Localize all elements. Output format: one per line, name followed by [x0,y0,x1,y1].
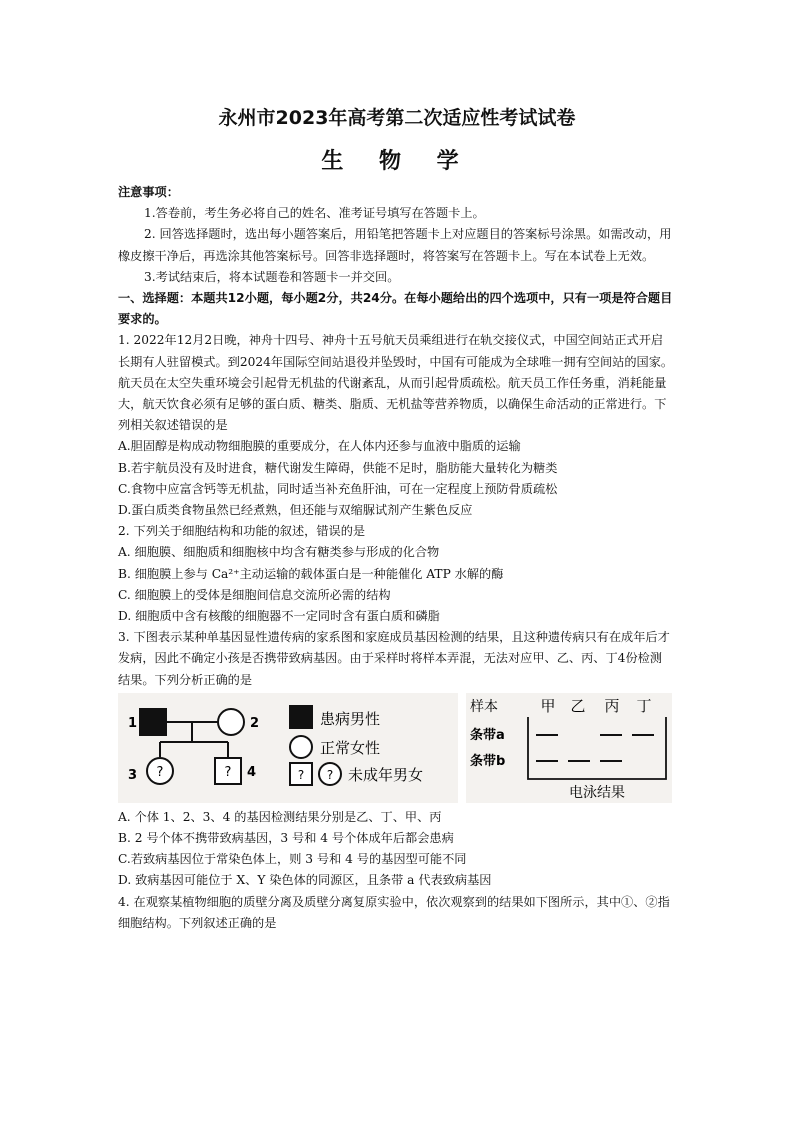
question-1-option-c: C.食物中应富含钙等无机盐，同时适当补充鱼肝油，可在一定程度上预防骨质疏松 [118,481,558,496]
question-4-stem: 4. 在观察某植物细胞的质壁分离及质壁分离复原实验中，依次观察到的结果如下图所示，其中①、②指细胞结构。下列叙述正确的是 [118,894,670,930]
pedigree-label-1: 1 [128,715,138,731]
legend-normal-female-icon [290,736,312,758]
legend-normal-female-label: 正常女性 [320,738,381,757]
pedigree-label-2: 2 [250,715,260,731]
gel-header-ding: 丁 [636,696,652,715]
legend-minor-label: 未成年男女 [348,765,424,784]
notice-item-3: 3.考试结束后，将本试题卷和答题卡一并交回。 [144,269,400,284]
gel-row-b: 条带b [470,753,506,769]
affected-male-symbol [140,709,166,735]
legend-affected-male-label: 患病男性 [320,709,381,728]
gel-header-sample: 样本 [470,698,498,715]
legend-affected-male-icon [290,706,312,728]
question-2-option-b: B. 细胞膜上参与 Ca²⁺主动运输的载体蛋白是一种能催化 ATP 水解的酶 [118,566,504,581]
question-1-option-b: B.若宇航员没有及时进食，糖代谢发生障碍，供能不足时，脂肪能大量转化为糖类 [118,460,558,475]
legend-minor-female-mark: ? [326,767,334,782]
gel-header-yi: 乙 [570,696,586,715]
question-3-figure [118,693,674,805]
question-2-option-d: D. 细胞质中含有核酸的细胞器不一定同时含有蛋白质和磷脂 [118,609,440,624]
gel-header-bing: 丙 [604,696,620,715]
question-3-option-c: C.若致病基因位于常染色体上，则 3 号和 4 号的基因型可能不同 [118,852,467,867]
gel-header-jia: 甲 [540,696,556,715]
gel-caption: 电泳结果 [569,784,625,801]
question-3-option-d: D. 致病基因可能位于 X、Y 染色体的同源区，且条带 a 代表致病基因 [118,873,492,888]
gel-row-a: 条带a [470,727,505,743]
legend-minor-male-mark: ? [297,767,305,782]
normal-female-symbol [218,709,244,735]
pedigree-diagram [118,693,458,803]
question-3-stem: 3. 下图表示某种单基因显性遗传病的家系图和家庭成员基因检测的结果，且这种遗传病只有在成年后才发病，因此不确定小孩是否携带致病基因。由于采样时将样本弄混，无法对应甲、乙、丙、丁4份检测结果。下列分析正确的是 [118,630,670,687]
question-1-option-a: A.胆固醇是构成动物细胞膜的重要成分，在人体内还参与血液中脂质的运输 [118,439,521,454]
notice-item-1: 1.答卷前，考生务必将自己的姓名、准考证号填写在答题卡上。 [144,206,485,221]
question-2-option-a: A. 细胞膜、细胞质和细胞核中均含有糖类参与形成的化合物 [118,545,440,560]
question-2-option-c: C. 细胞膜上的受体是细胞间信息交流所必需的结构 [118,587,391,602]
question-1-option-d: D.蛋白质类食物虽然已经煮熟，但还能与双缩脲试剂产生紫色反应 [118,503,473,518]
exam-title: 永州市2023年高考第二次适应性考试试卷 [218,107,576,129]
question-3-option-b: B. 2 号个体不携带致病基因，3 号和 4 号个体成年后都会患病 [118,831,454,846]
question-2-stem: 2. 下列关于细胞结构和功能的叙述，错误的是 [118,524,366,539]
notice-item-2: 2. 回答选择题时，选出每小题答案后，用铅笔把答题卡上对应题目的答案标号涂黑。如需改动，用橡皮擦干净后，再选涂其他答案标号。回答非选择题时，将答案写在答题卡上。写在本试卷上无效。 [118,227,672,263]
exam-body [118,182,674,934]
notice-heading: 注意事项： [118,185,179,199]
gel-frame [528,717,666,779]
question-3-option-a: A. 个体 1、2、3、4 的基因检测结果分别是乙、丁、甲、丙 [118,809,442,824]
subject-title: 生 物 学 [321,149,473,174]
question-1-stem: 1. 2022年12月2日晚，神舟十四号、神舟十五号航天员乘组进行在轨交接仪式，中国空间站正式开启长期有人驻留模式。到2024年国际空间站退役并坠毁时，中国有可能成为全球唯一拥有空间站的国家。航天员在太空失重环境会引起骨无机盐的代谢紊乱，从而引起骨质疏松。航天员工作任务重，消耗能量大，航天饮食必须有足够的蛋白质、糖类、脂质、无机盐等营养物质，以确保生命活动的正常进行。下列相关叙述错误的是 [118,333,674,433]
pedigree-label-3: 3 [128,767,138,783]
unknown-mark-4: ? [224,764,232,780]
gel-result [466,693,672,803]
unknown-mark-3: ? [156,764,164,780]
pedigree-label-4: 4 [247,764,257,780]
section-heading: 一、选择题：本题共12小题，每小题2分，共24分。在每小题给出的四个选项中，只有一项是符合题目要求的。 [118,291,673,327]
